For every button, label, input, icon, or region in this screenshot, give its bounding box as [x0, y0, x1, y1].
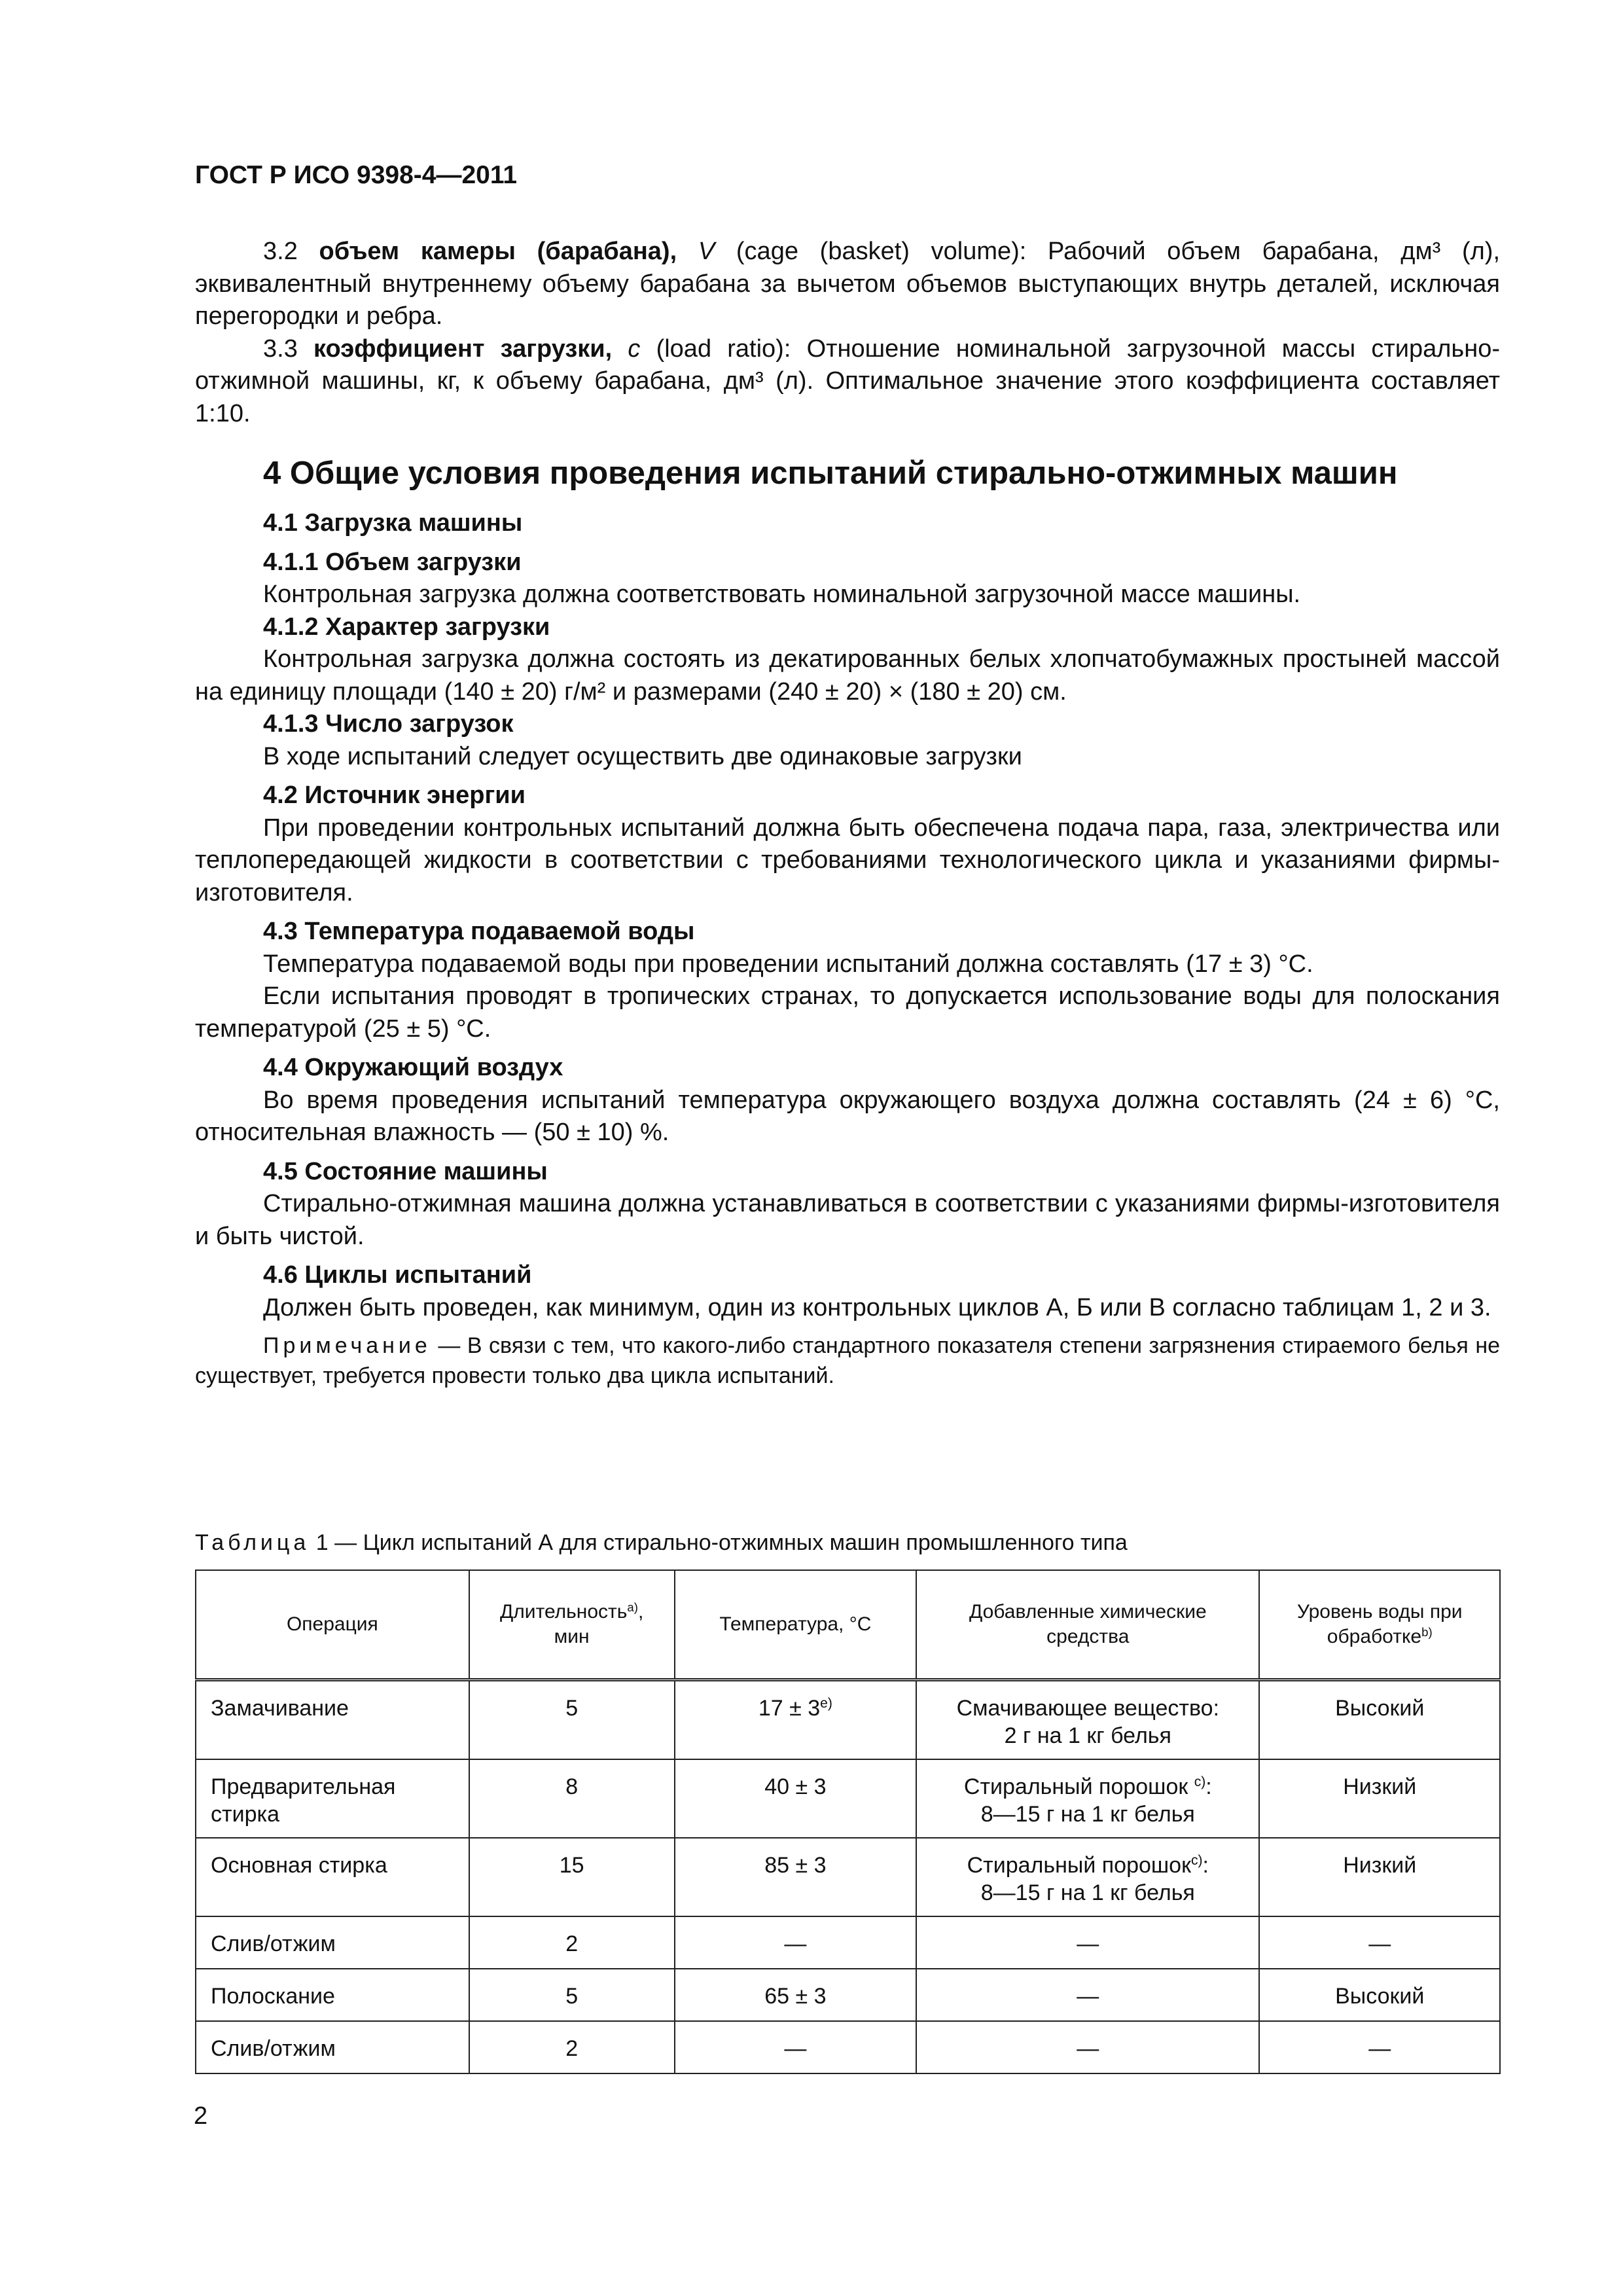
- text-4-2: При проведении контрольных испытаний должна быть обеспечена подача пара, газа, электричества или теплопередающей жидкости в соответствии с требованиями технологического цикла и указаниями фирмы-изготовителя.: [195, 814, 1500, 906]
- cell-operation: Основная стирка: [196, 1838, 469, 1916]
- section-4-title: 4 Общие условия проведения испытаний стирально-отжимных машин: [263, 456, 1398, 491]
- text-4-3-b: Если испытания проводят в тропических странах, то допускается использование воды для полоскания температурой (25 ± 5) °С.: [195, 982, 1500, 1043]
- footnote-mark: a): [627, 1600, 638, 1614]
- cell-chemicals: Смачивающее вещество: 2 г на 1 кг белья: [916, 1680, 1259, 1760]
- note-label: Примечание: [263, 1333, 431, 1358]
- table-row: [196, 2021, 1500, 2073]
- cell-operation: Слив/отжим: [196, 1916, 469, 1969]
- cell-temperature: 40 ± 3: [675, 1759, 917, 1838]
- header-duration: Длительность$^{a)}$, мин: [469, 1570, 675, 1680]
- table-row: [196, 1969, 1500, 2021]
- cell-temperature: 85 ± 3: [675, 1838, 917, 1916]
- heading-4-1-1: 4.1.1 Объем загрузки: [263, 548, 522, 576]
- text-4-5: Стирально-отжимная машина должна устанавливаться в соответствии с указаниями фирмы-изготовителя и быть чистой.: [195, 1190, 1500, 1250]
- cell-chemicals: —: [916, 1916, 1259, 1969]
- heading-4-1-2: 4.1.2 Характер загрузки: [263, 613, 550, 641]
- text-4-3-a: Температура подаваемой воды при проведении испытаний должна составлять (17 ± 3) °С.: [263, 950, 1313, 978]
- table-row: [196, 1916, 1500, 1969]
- text-4-6: Должен быть проведен, как минимум, один из контрольных циклов А, Б или В согласно таблицам 1, 2 и 3.: [263, 1293, 1491, 1321]
- term-symbol: V: [698, 238, 715, 265]
- cell-duration: 5: [469, 1969, 675, 2021]
- text-4-4: Во время проведения испытаний температура окружающего воздуха должна составлять (24 ± 6) °С, относительная влажность — (50 ± 10) %.: [195, 1086, 1500, 1146]
- cell-operation: Слив/отжим: [196, 2021, 469, 2073]
- cell-chemicals: Стиральный порошок$^{c)}$: 8—15 г на 1 кг белья: [916, 1838, 1259, 1916]
- table-caption-label: Таблица: [195, 1530, 310, 1555]
- cell-temperature: $17 \pm 3^{e)}$: [675, 1680, 917, 1760]
- footnote-mark: e): [820, 1696, 832, 1712]
- text-4-1-2: Контрольная загрузка должна состоять из декатированных белых хлопчатобумажных простыней массой на единицу площади (140 ± 20) г/м² и размерами (240 ± 20) × (180 ± 20) см.: [195, 645, 1500, 706]
- definition-text: (cage (basket) volume): Рабочий объем барабана, дм³ (л), эквивалентный внутреннему объему барабана за вычетом объемов выступающих внутрь деталей, исключая перегородки и ребра.: [195, 238, 1501, 330]
- footnote-mark: c): [1190, 1853, 1203, 1869]
- table-caption: [195, 1530, 1128, 1556]
- header-temperature: Температура, °С: [675, 1570, 917, 1680]
- clause-3-2: [195, 236, 1500, 333]
- cell-operation: Полоскание: [196, 1969, 469, 2021]
- page-number: 2: [194, 2102, 208, 2130]
- cell-duration: 2: [469, 2021, 675, 2073]
- heading-4-2: 4.2 Источник энергии: [263, 781, 526, 809]
- cell-water-level: Высокий: [1259, 1969, 1500, 2021]
- cell-water-level: Низкий: [1259, 1838, 1500, 1916]
- cell-operation: Замачивание: [196, 1680, 469, 1760]
- cell-water-level: Высокий: [1259, 1680, 1500, 1760]
- table-row: [196, 1759, 1500, 1838]
- clause-number: 3.2: [263, 238, 298, 265]
- cell-duration: 15: [469, 1838, 675, 1916]
- heading-4-6: 4.6 Циклы испытаний: [263, 1261, 532, 1289]
- table-row: [196, 1680, 1500, 1760]
- cell-water-level: —: [1259, 2021, 1500, 2073]
- table-header-row: [196, 1570, 1500, 1680]
- table-caption-text: 1 — Цикл испытаний А для стирально-отжимных машин промышленного типа: [315, 1530, 1128, 1555]
- footnote-mark: c): [1194, 1774, 1206, 1790]
- note: [195, 1331, 1500, 1391]
- cell-chemicals: Стиральный порошок $^{c)}$: 8—15 г на 1 кг белья: [916, 1759, 1259, 1838]
- table-1: [195, 1570, 1501, 2074]
- heading-4-4: 4.4 Окружающий воздух: [263, 1054, 563, 1081]
- table-row: [196, 1838, 1500, 1916]
- heading-4-1: 4.1 Загрузка машины: [263, 509, 523, 537]
- cell-duration: 5: [469, 1680, 675, 1760]
- document-header: ГОСТ Р ИСО 9398-4—2011: [195, 161, 518, 189]
- cell-operation: Предварительная стирка: [196, 1759, 469, 1838]
- cell-chemicals: —: [916, 2021, 1259, 2073]
- text-4-1-3: В ходе испытаний следует осуществить две одинаковые загрузки: [263, 742, 1022, 770]
- document-body: [195, 236, 1500, 1391]
- cell-water-level: Низкий: [1259, 1759, 1500, 1838]
- term-symbol: c: [628, 334, 641, 363]
- cell-water-level: —: [1259, 1916, 1500, 1969]
- text-4-1-1: Контрольная загрузка должна соответствовать номинальной загрузочной массе машины.: [263, 581, 1301, 608]
- cell-duration: 2: [469, 1916, 675, 1969]
- term: объем камеры (барабана),: [319, 238, 677, 265]
- definition-text: (load ratio): Отношение номинальной загрузочной массы стирально-отжимной машины, кг, к объему барабана, дм³ (л). Оптимальное значение этого коэффициента составляет 1:10.: [195, 334, 1500, 427]
- term: коэффициент загрузки,: [313, 334, 613, 363]
- note-text: — В связи с тем, что какого-либо стандартного показателя степени загрязнения стираемого белья не существует, требуется провести только два цикла испытаний.: [195, 1333, 1500, 1388]
- clause-3-3: [195, 333, 1500, 431]
- footnote-mark: b): [1421, 1624, 1433, 1639]
- header-water-level: Уровень воды при обработке$^{b)}$: [1259, 1570, 1500, 1680]
- clause-number: 3.3: [263, 334, 298, 363]
- cell-temperature: —: [675, 2021, 917, 2073]
- header-chemicals: Добавленные химические средства: [916, 1570, 1259, 1680]
- cell-chemicals: —: [916, 1969, 1259, 2021]
- heading-4-1-3: 4.1.3 Число загрузок: [263, 710, 514, 738]
- cell-duration: 8: [469, 1759, 675, 1838]
- header-operation: Операция: [196, 1570, 469, 1680]
- cell-temperature: 65 ± 3: [675, 1969, 917, 2021]
- heading-4-5: 4.5 Состояние машины: [263, 1157, 548, 1185]
- cell-temperature: —: [675, 1916, 917, 1969]
- heading-4-3: 4.3 Температура подаваемой воды: [263, 918, 695, 945]
